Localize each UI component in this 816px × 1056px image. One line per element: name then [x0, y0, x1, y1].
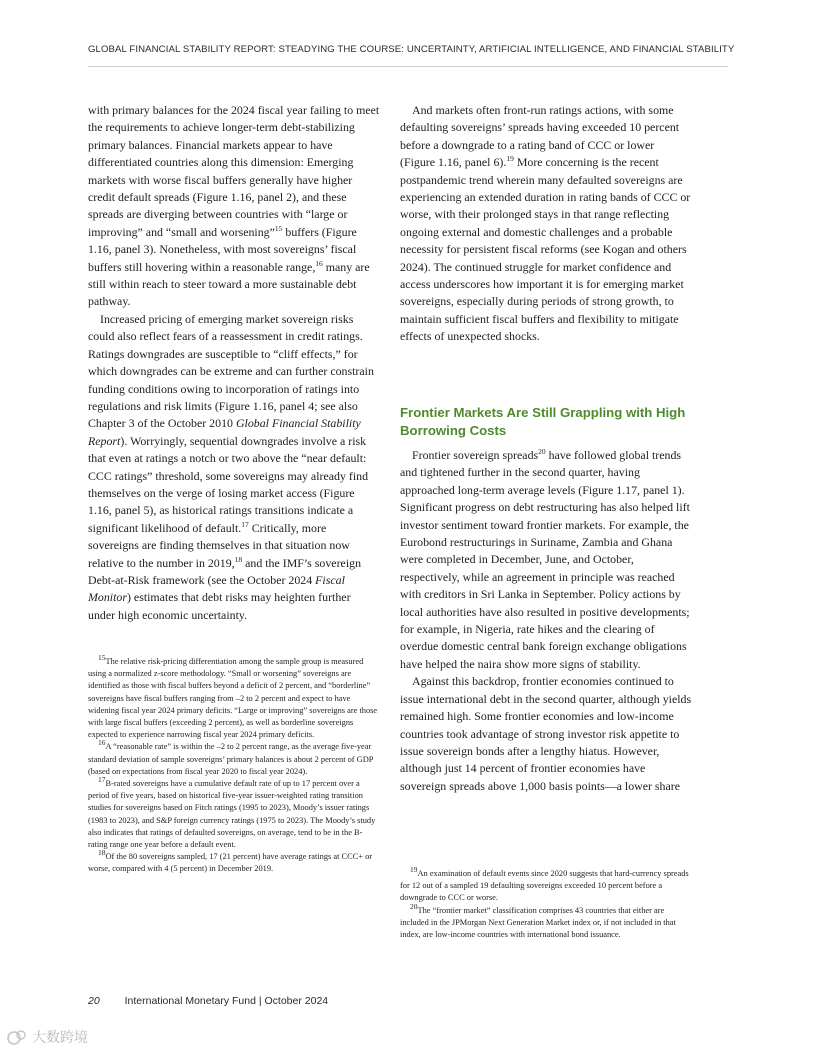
footnote-ref-18[interactable]: 18 — [234, 554, 243, 564]
publisher-line: International Monetary Fund | October 2024 — [124, 995, 329, 1007]
watermark-text: 大数跨境 — [32, 1030, 88, 1046]
footnote-17: $^{17}$B-rated sovereigns have a cumulative default rate of up to 17 percent over a period of five years, based on historical five-year issuer-weighted rating transition studies for sovereigns based on Fitch ratings (1995 to 2023), Moody’s issuer ratings (1983 to 2023), and S&P foreign currency ratings (1975 to 2023). The Moody’s study also indicates that ratings of defaulted sovereigns, on average, tend to be in the B-rating range one year before a default event. — [88, 775, 376, 850]
running-head: GLOBAL FINANCIAL STABILITY REPORT: STEADYING THE COURSE: UNCERTAINTY, ARTIFICIAL INTELLIGENCE, AND FINANCIAL STABILITY — [88, 44, 735, 55]
right-paragraph-3: Against this backdrop, frontier economies continued to issue international debt in the second quarter, although yields remained high. Some frontier economies and low-income countries took advantage of strong investor risk appetite to issue sovereign bonds after a lengthy hiatus. However, although just 14 percent of frontier economies have sovereign spreads above 1,000 basis points—a lower share — [400, 674, 692, 793]
footnote-ref-15[interactable]: 15 — [274, 223, 283, 233]
footnote-ref-19[interactable]: 19 — [506, 154, 514, 164]
right-column-top — [400, 102, 692, 346]
footnote-ref-17[interactable]: 17 — [241, 519, 249, 529]
footnote-ref-20[interactable]: 20 — [538, 447, 546, 457]
section-heading: Frontier Markets Are Still Grappling with High Borrowing Costs — [400, 405, 686, 438]
watermark — [6, 1027, 88, 1047]
left-paragraph-1: with primary balances for the 2024 fiscal year failing to meet the requirements to achieve longer-term debt-stabilizing primary balances. Financial markets appear to have differentiated countries along this dimension: Emerging markets with worse fiscal buffers generally have higher credit default spreads (Figure 1.16, panel 2), and these spreads are diverging between countries with “large or improving” and “small and worsening”$^{15}$ buffers (Figure 1.16, panel 3). Nonetheless, with most sovereigns’ fiscal buffers still hovering within a reasonable range,$^{16}$ many are still within reach to steer toward a more sustainable debt pathway. — [88, 103, 380, 309]
page-number: 20 — [88, 995, 100, 1007]
header-divider — [88, 66, 728, 67]
footnote-16: $^{16}$A “reasonable rate” is within the –2 to 2 percent range, as the average five-year standard deviation of sample sovereigns’ primary balances is about 2 percent of GDP (based on expectations from fiscal year 2020 to fiscal year 2024). — [88, 738, 374, 776]
watermark-logo-icon — [6, 1029, 28, 1045]
page-footer — [88, 995, 328, 1007]
left-paragraph-2: Increased pricing of emerging market sovereign risks could also reflect fears of a reassessment in credit ratings. Ratings downgrades are susceptible to “cliff effects,” for which downgrades can be extreme and can further constrain funding conditions owing to incorporation of ratings into regulations and risk limits (Figure 1.16, panel 4; see also Chapter 3 of the October 2010 Global Financial Stability Report). Worryingly, sequential downgrades involve a risk that even at ratings a notch or two above the “near default: CCC ratings” threshold, some sovereigns may already find themselves on the verge of losing market access (Figure 1.16, panel 5), as historical ratings transitions indicate a significant likelihood of default.$^{17}$ Critically, more sovereigns are finding themselves in that situation now relative to the number in 2019,18 and the IMF’s sovereign Debt-at-Risk framework (see the October 2024 Fiscal Monitor) estimates that debt risks may heighten further under high economic uncertainty. — [88, 311, 374, 622]
footnote-18: $^{18}$Of the 80 sovereigns sampled, 17 (21 percent) have average ratings at CCC+ or worse, compared with 4 (5 percent) in December 2019. — [88, 848, 373, 874]
right-paragraph-1: And markets often front-run ratings actions, with some defaulting sovereigns’ spreads having exceeded 10 percent before a downgrade to a rating band of CCC or lower (Figure 1.16, panel 6).$^{19}$ More concerning is the recent postpandemic trend wherein many defaulted sovereigns are experiencing an extended duration in rating bands of CCC or worse, with their prolonged stays in that range reflecting ongoing external and domestic challenges and a probable necessity for persistent fiscal reforms (see Kogan and others 2024). The continued struggle for market confidence and access underscores how important it is for emerging market sovereigns, especially during periods of strong growth, to maintain sufficient fiscal buffers and flexibility to mitigate effects of unexpected shocks. — [400, 103, 691, 344]
footnote-20: $^{20}$The “frontier market” classification comprises 43 countries that either are included in the JPMorgan Next Generation Market index or, if not included in that index, are low-income countries with international bond issuance. — [400, 901, 676, 940]
right-paragraph-2: Frontier sovereign spreads$^{20}$ have followed global trends and tightened further in the second quarter, having approached long-term average levels (Figure 1.17, panel 1). Significant progress on debt restructuring has also helped lift investor sentiment toward frontier markets. For example, the Eurobond restructurings in Suriname, Zambia and Ghana were completed in December, June, and October, respectively, while an agreement in principle was reached with creditors in Sri Lanka in September. Policy actions by local authorities have also resulted in positive developments; for example, in Nigeria, rate hikes and the clearing of overdue domestic central bank foreign exchange obligations have helped the naira show more signs of stability. — [400, 447, 690, 671]
right-column-bottom — [400, 447, 692, 795]
footnote-19: $^{19}$An examination of default events since 2020 suggests that hard-currency spreads for 12 out of a sampled 19 defaulting sovereigns exceeded 10 percent before a downgrade to CCC or worse. — [400, 865, 689, 903]
gfsr-title: Global Financial Stability Report — [88, 416, 361, 448]
left-column — [88, 102, 380, 624]
footnote-15: $^{15}$The relative risk-pricing differentiation among the sample group is measured using a normalized z-score methodology. “Small or worsening” sovereigns are identified as those with fiscal buffers beyond a deficit of 2 percent, and “borderline” sovereigns have fiscal buffers ranging from –2 to 2 percent and expect to have widening fiscal year 2024 primary deficits. “Large or improving” sovereigns are those with large fiscal buffers (exceeding 2 percent), as well as borderline sovereigns expected to experience narrowing fiscal year 2024 primary deficits. — [88, 653, 378, 740]
left-footnotes — [88, 653, 378, 876]
footnote-ref-16[interactable]: 16 — [315, 258, 323, 268]
fiscal-monitor-title: Fiscal Monitor — [88, 572, 345, 605]
right-footnotes — [400, 865, 690, 941]
